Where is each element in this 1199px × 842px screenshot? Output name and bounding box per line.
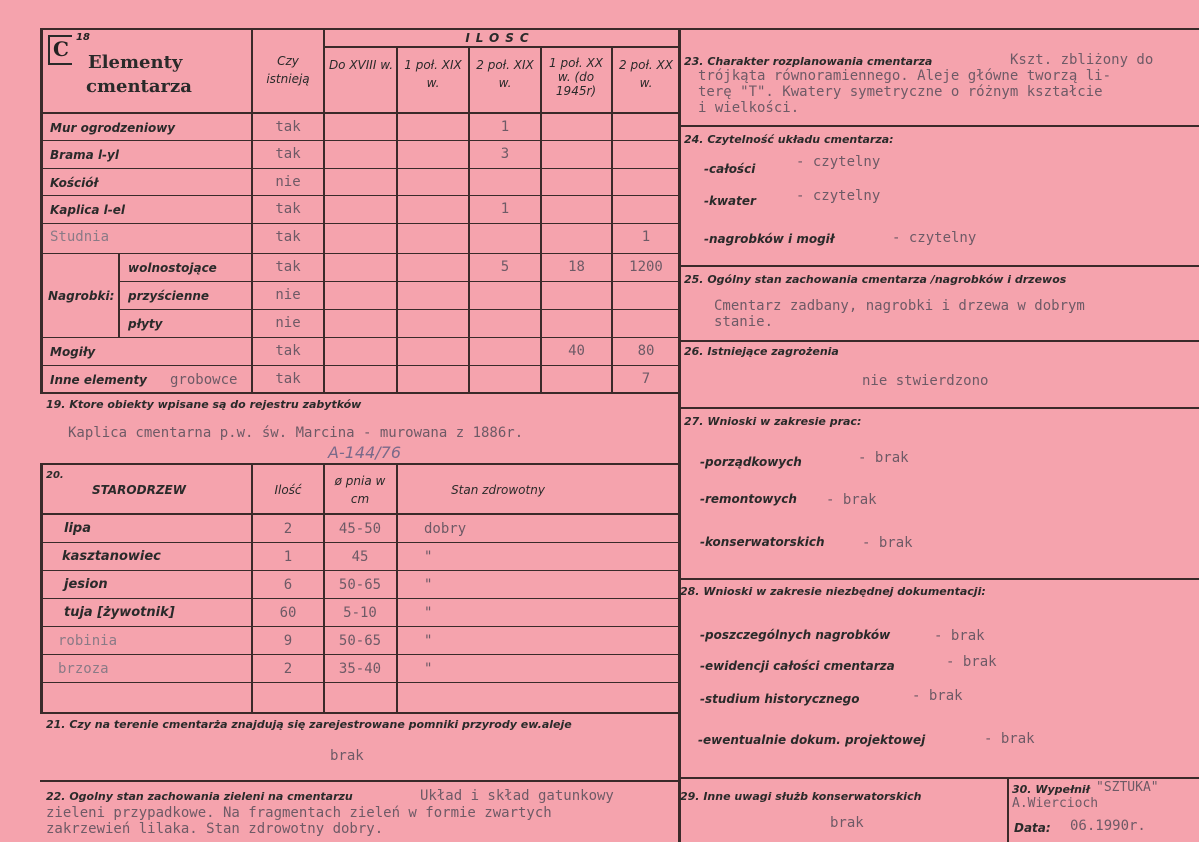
element-count: 1	[641, 229, 651, 245]
divider	[323, 28, 325, 393]
s30-label: 30. Wypełnił	[1012, 783, 1090, 796]
divider	[40, 463, 679, 465]
tree-diam: 50-65	[338, 633, 382, 649]
s28-value: - brak	[934, 628, 985, 644]
s28-value: - brak	[946, 654, 997, 670]
element-exists: tak	[275, 229, 301, 245]
element-exists: nie	[275, 287, 301, 303]
form-number: 18	[76, 32, 90, 43]
s25-line1: Cmentarz zadbany, nagrobki i drzewa w dobrym	[714, 298, 1085, 314]
tree-diam: 35-40	[338, 661, 382, 677]
s24-label: 24. Czytelność układu cmentarza:	[684, 133, 894, 146]
s20-header-qty: Ilość	[274, 483, 302, 497]
element-exists: tak	[275, 343, 301, 359]
divider	[40, 28, 43, 393]
s19-register-number: A-144/76	[328, 443, 402, 462]
header-period: 2 poł. XX w.	[619, 58, 673, 90]
s24-value: - czytelny	[796, 154, 881, 170]
element-exists: tak	[275, 259, 301, 275]
s19-text: Kaplica cmentarna p.w. św. Marcina - murowana z 1886r.	[68, 425, 524, 441]
tree-qty: 2	[283, 661, 293, 677]
divider	[40, 28, 1199, 30]
s30-date: 06.1990r.	[1070, 818, 1146, 834]
element-label: Brama l-yl	[50, 148, 119, 162]
divider	[679, 578, 1199, 580]
s28-key: -ewentualnie dokum. projektowej	[698, 733, 926, 747]
divider	[118, 253, 120, 337]
s28-key: -studium historycznego	[700, 692, 860, 706]
s30-firm: "SZTUKA"	[1096, 780, 1159, 795]
s24-key: -kwater	[704, 194, 756, 208]
s30-date-label: Data:	[1014, 821, 1051, 835]
element-count: 1200	[629, 259, 663, 275]
s23-line4: i wielkości.	[698, 100, 800, 116]
s29-label: 29. Inne uwagi służb konserwatorskich	[680, 790, 922, 803]
divider	[40, 463, 43, 713]
s22-label: 22. Ogolny stan zachowania zieleni na cmentarzu	[46, 790, 353, 803]
element-count: 1	[500, 201, 510, 217]
s19-label: 19. Ktore obiekty wpisane są do rejestru zabytków	[46, 398, 362, 411]
tree-qty: 2	[283, 521, 293, 537]
s23-line2: trójkąta równoramiennego. Aleje główne tworzą li-	[698, 68, 1112, 84]
s22-line1: Układ i skład gatunkowy	[420, 788, 614, 804]
divider	[40, 654, 679, 655]
element-label: Mur ogrodzeniowy	[50, 121, 176, 135]
element-label: Kościół	[50, 176, 98, 190]
s24-key: -nagrobków i mogił	[704, 232, 835, 246]
s30-name: A.Wiercioch	[1012, 796, 1099, 811]
s21-label: 21. Czy na terenie cmentarża znajdują się zarejestrowane pomniki przyrody ew.aleje	[46, 718, 572, 731]
tree-name: jesion	[64, 577, 108, 592]
divider	[323, 46, 679, 48]
divider	[679, 265, 1199, 267]
s22-line3: zakrzewień lilaka. Stan zdrowotny dobry.	[46, 821, 384, 837]
divider	[40, 392, 679, 394]
s24-value: - czytelny	[892, 230, 977, 246]
divider	[679, 340, 1199, 342]
divider	[678, 28, 681, 842]
element-count: 1	[500, 119, 510, 135]
element-count: 5	[500, 259, 510, 275]
divider	[40, 626, 679, 627]
divider	[40, 168, 679, 169]
nagrobki-label: Nagrobki:	[48, 289, 115, 303]
divider	[540, 46, 542, 393]
header-period: 2 poł. XIX w.	[476, 58, 534, 90]
element-label: płyty	[128, 317, 163, 331]
s26-label: 26. Istniejące zagrożenia	[684, 345, 839, 358]
header-period: Do XVIII w.	[328, 58, 394, 72]
s28-value: - brak	[984, 731, 1035, 747]
header-period: 1 poł. XIX w.	[404, 58, 462, 90]
s20-header-state: Stan zdrowotny	[451, 483, 545, 497]
header-ilosc: ILOSC	[465, 31, 535, 45]
divider	[396, 463, 398, 713]
s27-key: -porządkowych	[700, 455, 802, 469]
divider	[40, 780, 679, 782]
element-count: 80	[637, 343, 655, 359]
divider	[396, 46, 398, 393]
s27-label: 27. Wnioski w zakresie prac:	[684, 415, 862, 428]
title-line1: Elementy	[88, 52, 183, 73]
divider	[679, 407, 1199, 409]
tree-qty: 60	[279, 605, 297, 621]
tree-name: robinia	[58, 633, 118, 649]
divider	[40, 112, 679, 114]
s25-label: 25. Ogólny stan zachowania cmentarza /nagrobków i drzewos	[684, 273, 1067, 286]
tree-state: "	[424, 661, 433, 677]
tree-qty: 1	[283, 549, 293, 565]
divider	[40, 682, 679, 683]
element-exists: tak	[275, 201, 301, 217]
s27-value: - brak	[862, 535, 913, 551]
s27-value: - brak	[858, 450, 909, 466]
element-label: wolnostojące	[128, 261, 217, 275]
element-label: Inne elementy	[50, 373, 148, 387]
element-exists: nie	[275, 174, 301, 190]
divider	[40, 712, 679, 714]
divider	[40, 140, 679, 141]
divider	[679, 125, 1199, 127]
s24-key: -całości	[704, 162, 756, 176]
s21-value: brak	[330, 748, 364, 764]
tree-name: brzoza	[58, 661, 109, 677]
tree-state: "	[424, 577, 433, 593]
element-label: przyścienne	[128, 289, 210, 303]
tree-qty: 9	[283, 633, 293, 649]
s29-value: brak	[830, 815, 864, 831]
tree-state: "	[424, 605, 433, 621]
tree-name: kasztanowiec	[62, 549, 161, 564]
tree-diam: 45-50	[338, 521, 382, 537]
divider	[468, 46, 470, 393]
tree-state: "	[424, 633, 433, 649]
form-letter-box	[48, 35, 72, 65]
s25-line2: stanie.	[714, 314, 774, 330]
s27-key: -konserwatorskich	[700, 535, 825, 549]
divider	[611, 46, 613, 393]
tree-diam: 50-65	[338, 577, 382, 593]
s27-key: -remontowych	[700, 492, 797, 506]
s23-label: 23. Charakter rozplanowania cmentarza	[684, 55, 933, 68]
header-period: 1 poł. XX w. (do 1945r)	[549, 56, 603, 98]
element-label: Mogiły	[50, 345, 96, 359]
element-label: Studnia	[50, 229, 110, 245]
divider	[40, 570, 679, 571]
divider	[40, 598, 679, 599]
element-extra: grobowce	[170, 372, 238, 388]
s23-line1: Kszt. zbliżony do	[1010, 52, 1154, 68]
s26-value: nie stwierdzono	[862, 373, 989, 389]
element-count: 18	[568, 259, 585, 275]
divider	[40, 365, 679, 366]
divider	[40, 223, 679, 224]
tree-qty: 6	[283, 577, 293, 593]
tree-name: tuja [żywotnik]	[64, 605, 175, 620]
element-count: 7	[641, 371, 651, 387]
element-exists: nie	[275, 315, 301, 331]
divider	[118, 281, 679, 282]
divider	[40, 513, 679, 515]
tree-diam: 5-10	[343, 605, 377, 621]
divider	[40, 253, 679, 254]
tree-state: dobry	[424, 521, 467, 537]
divider	[118, 309, 679, 310]
s28-key: -ewidencji całości cmentarza	[700, 659, 895, 673]
divider	[40, 542, 679, 543]
title-line2: cmentarza	[86, 76, 192, 97]
element-count: 40	[568, 343, 585, 359]
s20-num: 20.	[46, 470, 64, 481]
tree-name: lipa	[64, 521, 91, 536]
form-letter: C	[53, 37, 69, 61]
s22-line2: zieleni przypadkowe. Na fragmentach zieleń w formie zwartych	[46, 805, 552, 821]
divider	[679, 777, 1199, 779]
divider	[40, 337, 679, 338]
header-exists: Czy istnieją	[266, 54, 310, 86]
s28-value: - brak	[912, 688, 963, 704]
element-label: Kaplica l-el	[50, 203, 125, 217]
s20-header-name: STARODRZEW	[92, 483, 186, 497]
s24-value: - czytelny	[796, 188, 881, 204]
tree-state: "	[424, 549, 433, 565]
s28-label: 28. Wnioski w zakresie niezbędnej dokumentacji:	[680, 585, 986, 598]
element-exists: tak	[275, 146, 301, 162]
divider	[1007, 777, 1009, 842]
divider	[40, 195, 679, 196]
element-count: 3	[500, 146, 510, 162]
s23-line3: terę "T". Kwatery symetryczne o różnym kształcie	[698, 84, 1103, 100]
element-exists: tak	[275, 119, 301, 135]
s20-header-diam: ø pnia w cm	[334, 474, 386, 506]
tree-diam: 45	[351, 549, 369, 565]
s27-value: - brak	[826, 492, 877, 508]
s28-key: -poszczególnych nagrobków	[700, 628, 891, 642]
element-exists: tak	[275, 371, 301, 387]
